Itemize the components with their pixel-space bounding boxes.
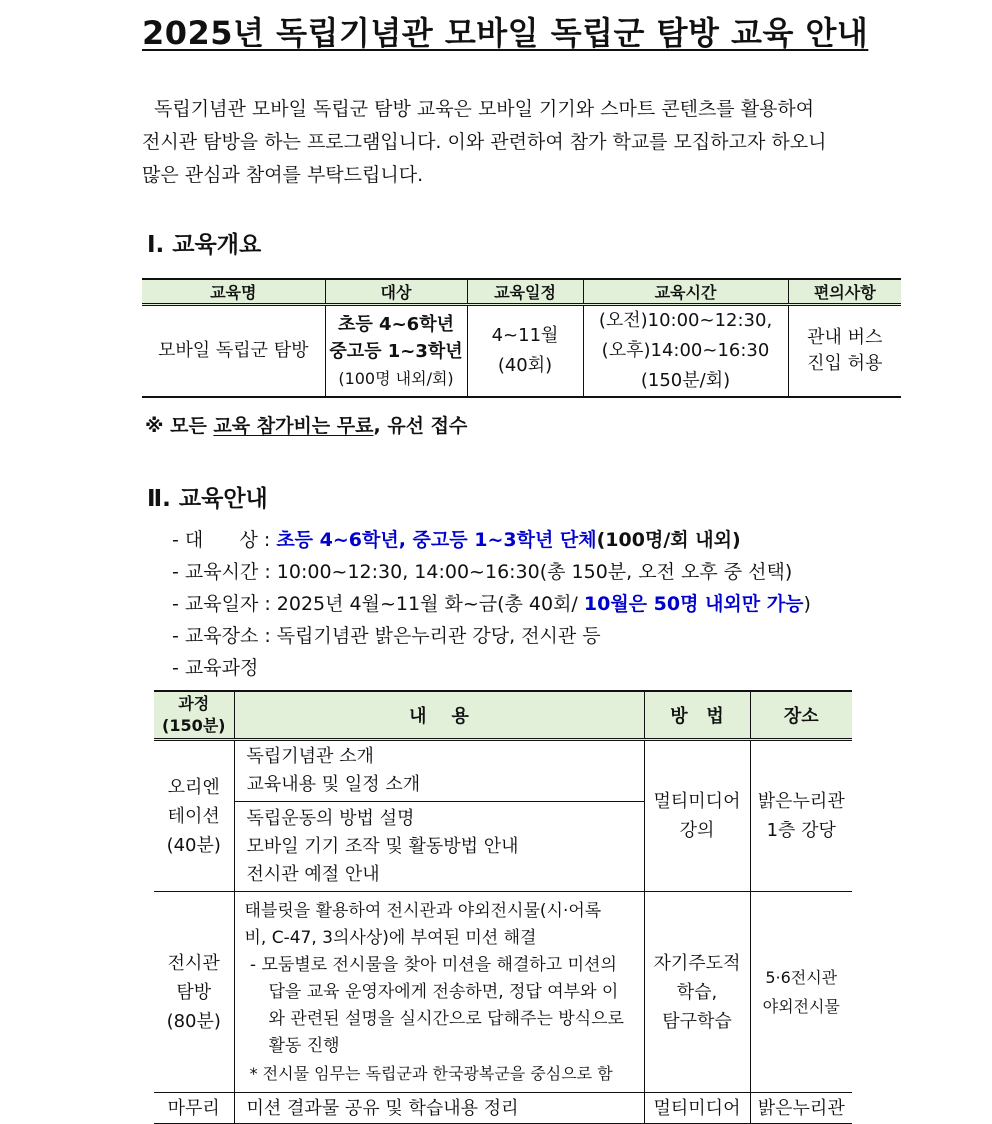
- course-row-tour: [154, 892, 852, 1093]
- target-line-2: 중고등 1~3학년: [329, 340, 463, 362]
- course-row-wrapup: [154, 1093, 852, 1124]
- overview-cell-name: 모바일 독립군 탐방: [142, 305, 325, 398]
- bullet-target-highlight: 초등 4~6학년, 중고등 1~3학년 단체: [276, 529, 597, 551]
- fee-note-underlined: 교육 참가비는 무료: [213, 415, 374, 437]
- tour-place-line-1: 5·6전시관: [765, 968, 838, 987]
- target-line-3: (100명 내외/회): [338, 368, 454, 388]
- orientation-content-a1: 독립기념관 소개: [246, 746, 374, 768]
- section-1-heading: Ⅰ. 교육개요: [147, 232, 262, 258]
- tour-place-line-2: 야외전시물: [762, 997, 840, 1016]
- orientation-content-a2: 교육내용 및 일정 소개: [246, 774, 421, 796]
- course-header-process-line-1: 과정: [178, 694, 210, 713]
- tour-content-7: * 전시물 임무는 독립군과 한국광복군을 중심으로 함: [244, 1063, 613, 1083]
- facility-line-1: 관내 버스: [807, 327, 883, 348]
- tour-content-4: 답을 교육 운영자에게 전송하면, 정답 여부와 이: [268, 981, 619, 1002]
- orientation-place-line-1: 밝은누리관: [757, 791, 845, 812]
- tour-process: [154, 892, 234, 1093]
- orientation-content-b2: 모바일 기기 조작 및 활동방법 안내: [246, 835, 519, 857]
- orientation-content-b: [234, 802, 644, 892]
- overview-header-schedule: 교육일정: [467, 279, 583, 305]
- facility-line-2: 진입 허용: [807, 353, 883, 374]
- tour-method-line-1: 자기주도적: [653, 952, 741, 974]
- overview-cell-facility: [788, 305, 901, 398]
- document-title: 2025년 독립기념관 모바일 독립군 탐방 교육 안내: [142, 14, 869, 52]
- schedule-line-1: 4~11월: [491, 325, 559, 346]
- wrapup-content: 미션 결과물 공유 및 학습내용 정리: [234, 1093, 644, 1124]
- fee-note-suffix: , 유선 접수: [373, 415, 468, 437]
- orientation-process-line-1: 오리엔: [167, 776, 220, 798]
- bullet-dates-highlight: 10월은 50명 내외만 가능: [583, 593, 804, 615]
- tour-content-5: 와 관련된 설명을 실시간으로 답해주는 방식으로: [268, 1008, 624, 1029]
- tour-content: [234, 892, 644, 1093]
- overview-header-name: 교육명: [142, 279, 325, 305]
- overview-table: [142, 278, 901, 398]
- course-header-method: 방 법: [644, 691, 750, 740]
- orientation-place-line-2: 1층 강당: [766, 820, 836, 841]
- orientation-content-b1: 독립운동의 방법 설명: [246, 807, 415, 829]
- tour-method-line-2: 학습,: [676, 981, 718, 1003]
- course-header-content: 내 용: [234, 691, 644, 740]
- tour-process-line-1: 전시관: [167, 952, 220, 974]
- time-line-3: (150분/회): [640, 370, 731, 391]
- orientation-method-line-2: 강의: [679, 820, 715, 841]
- overview-cell-time: [583, 305, 788, 398]
- overview-cell-schedule: [467, 305, 583, 398]
- overview-cell-target: [325, 305, 467, 398]
- orientation-content-a: [234, 740, 644, 802]
- overview-row: [142, 305, 901, 398]
- orientation-process-line-2: 테이션: [167, 805, 220, 827]
- tour-content-3: - 모둠별로 전시물을 찾아 미션을 해결하고 미션의: [244, 954, 617, 975]
- bullet-target: [172, 525, 741, 552]
- target-line-1: 초등 4~6학년: [338, 313, 454, 335]
- tour-place: [750, 892, 852, 1093]
- overview-header-facility: 편의사항: [788, 279, 901, 305]
- section-2-heading: Ⅱ. 교육안내: [147, 486, 268, 512]
- bullet-target-label: - 대 상 :: [172, 529, 277, 551]
- time-line-1: (오전)10:00~12:30,: [598, 310, 773, 331]
- orientation-process-line-3: (40분): [166, 834, 221, 856]
- wrapup-place: 밝은누리관: [750, 1093, 852, 1124]
- tour-content-2: 비, C-47, 3의사상)에 부여된 미션 해결: [244, 927, 537, 948]
- tour-method: [644, 892, 750, 1093]
- tour-content-1: 태블릿을 활용하여 전시관과 야외전시물(시·어록: [244, 900, 602, 921]
- tour-content-6: 활동 진행: [268, 1035, 340, 1056]
- tour-method-line-3: 탐구학습: [662, 1010, 732, 1032]
- intro-line-2: 전시관 탐방을 하는 프로그램입니다. 이와 관련하여 참가 학교를 모집하고자 하오니: [142, 131, 827, 153]
- course-header-process: [154, 691, 234, 740]
- orientation-content-b3: 전시관 예절 안내: [246, 863, 380, 885]
- bullet-dates-suffix: ): [803, 593, 811, 615]
- overview-header-target: 대상: [325, 279, 467, 305]
- time-line-2: (오후)14:00~16:30: [601, 340, 770, 361]
- bullet-dates: [172, 589, 811, 616]
- wrapup-process: 마무리: [154, 1093, 234, 1124]
- overview-header-row: [142, 279, 901, 305]
- overview-header-time: 교육시간: [583, 279, 788, 305]
- bullet-place: - 교육장소 : 독립기념관 밝은누리관 강당, 전시관 등: [172, 625, 601, 647]
- schedule-line-2: (40회): [497, 355, 553, 376]
- intro-line-3: 많은 관심과 참여를 부탁드립니다.: [142, 164, 424, 186]
- orientation-method: [644, 740, 750, 892]
- course-header-process-line-2: (150분): [162, 716, 226, 735]
- tour-process-line-3: (80분): [166, 1010, 221, 1032]
- intro-line-1: 독립기념관 모바일 독립군 탐방 교육은 모바일 기기와 스마트 콘텐츠를 활용하여: [142, 98, 815, 120]
- course-table: [154, 690, 852, 1124]
- orientation-process: [154, 740, 234, 892]
- fee-note: [145, 411, 467, 438]
- tour-process-line-2: 탐방: [176, 981, 212, 1003]
- bullet-course: - 교육과정: [172, 657, 259, 679]
- course-header-row: [154, 691, 852, 740]
- bullet-time: - 교육시간 : 10:00~12:30, 14:00~16:30(총 150분, 오전 오후 중 선택): [172, 561, 793, 583]
- bullet-dates-label: - 교육일자 : 2025년 4월~11월 화~금(총 40회/: [172, 593, 584, 615]
- orientation-place: [750, 740, 852, 892]
- orientation-method-line-1: 멀티미디어: [653, 791, 741, 812]
- bullet-target-suffix: (100명/회 내외): [596, 529, 741, 551]
- fee-note-prefix: ※ 모든: [145, 415, 214, 437]
- course-row-orientation: [154, 740, 852, 802]
- wrapup-method: 멀티미디어: [644, 1093, 750, 1124]
- course-header-place: 장소: [750, 691, 852, 740]
